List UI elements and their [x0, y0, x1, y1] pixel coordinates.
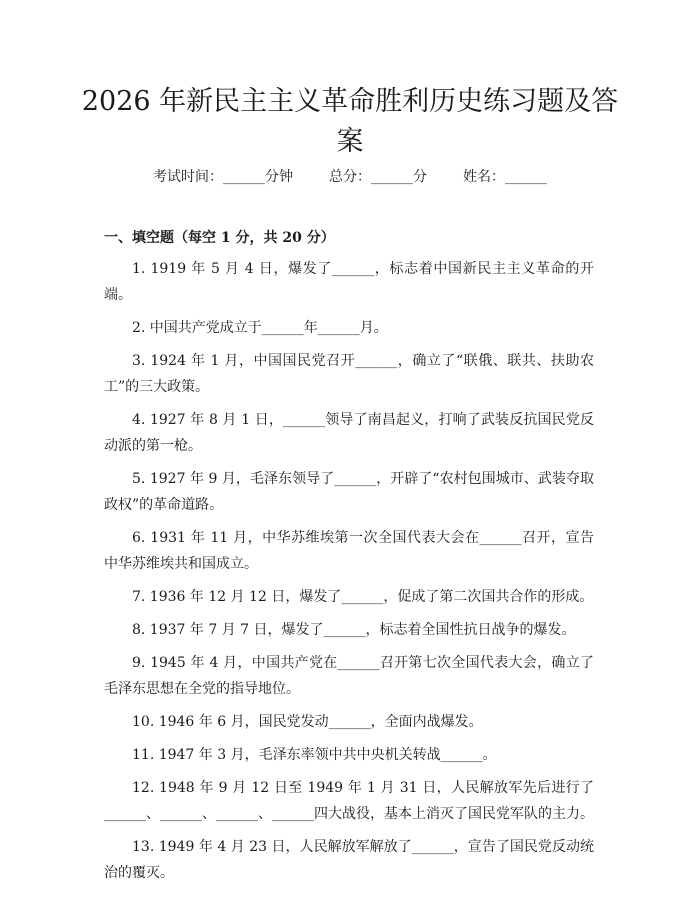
question-item: 5. 1927 年 9 月，毛泽东领导了______，开辟了“农村包围城市、武装夺取政权”的革命道路。: [104, 471, 594, 513]
question-item: 9. 1945 年 4 月，中国共产党在______召开第七次全国代表大会，确立了毛泽东思想在全党的指导地位。: [104, 655, 594, 697]
question-item: 2. 中国共产党成立于______年______月。: [132, 320, 388, 336]
total-score: 总分：______分: [329, 169, 427, 185]
section-heading: 一、填空题（每空 1 分，共 20 分）: [104, 230, 335, 246]
question-item: 12. 1948 年 9 月 12 日至 1949 年 1 月 31 日，人民解放军先后进行了______、______、______、______四大战役，基本上消灭了国民党军队的主力。: [104, 780, 594, 822]
question-item: 1. 1919 年 5 月 4 日，爆发了______，标志着中国新民主主义革命的开端。: [104, 261, 594, 303]
student-name: 姓名：______: [463, 169, 547, 185]
question-item: 3. 1924 年 1 月，中国国民党召开______，确立了“联俄、联共、扶助农工”的三大政策。: [104, 353, 594, 395]
exam-meta: [0, 167, 700, 187]
question-item: 13. 1949 年 4 月 23 日，人民解放军解放了______，宣告了国民党反动统治的覆灭。: [104, 839, 594, 881]
question-item: 7. 1936 年 12 月 12 日，爆发了______，促成了第二次国共合作的形成。: [132, 589, 594, 605]
question-item: 4. 1927 年 8 月 1 日，______领导了南昌起义，打响了武装反抗国民党反动派的第一枪。: [104, 412, 594, 454]
question-item: 10. 1946 年 6 月，国民党发动______，全面内战爆发。: [132, 714, 483, 730]
question-list: [104, 256, 594, 893]
document-title: 2026 年新民主主义革命胜利历史练习题及答案: [81, 86, 619, 157]
question-item: 8. 1937 年 7 月 7 日，爆发了______，标志着全国性抗日战争的爆发。: [132, 622, 576, 638]
question-item: 11. 1947 年 3 月，毛泽东率领中共中央机关转战______。: [132, 747, 497, 763]
question-item: 6. 1931 年 11 月，中华苏维埃第一次全国代表大会在______召开，宣告中华苏维埃共和国成立。: [104, 530, 594, 572]
exam-time: 考试时间：______分钟: [153, 169, 293, 185]
